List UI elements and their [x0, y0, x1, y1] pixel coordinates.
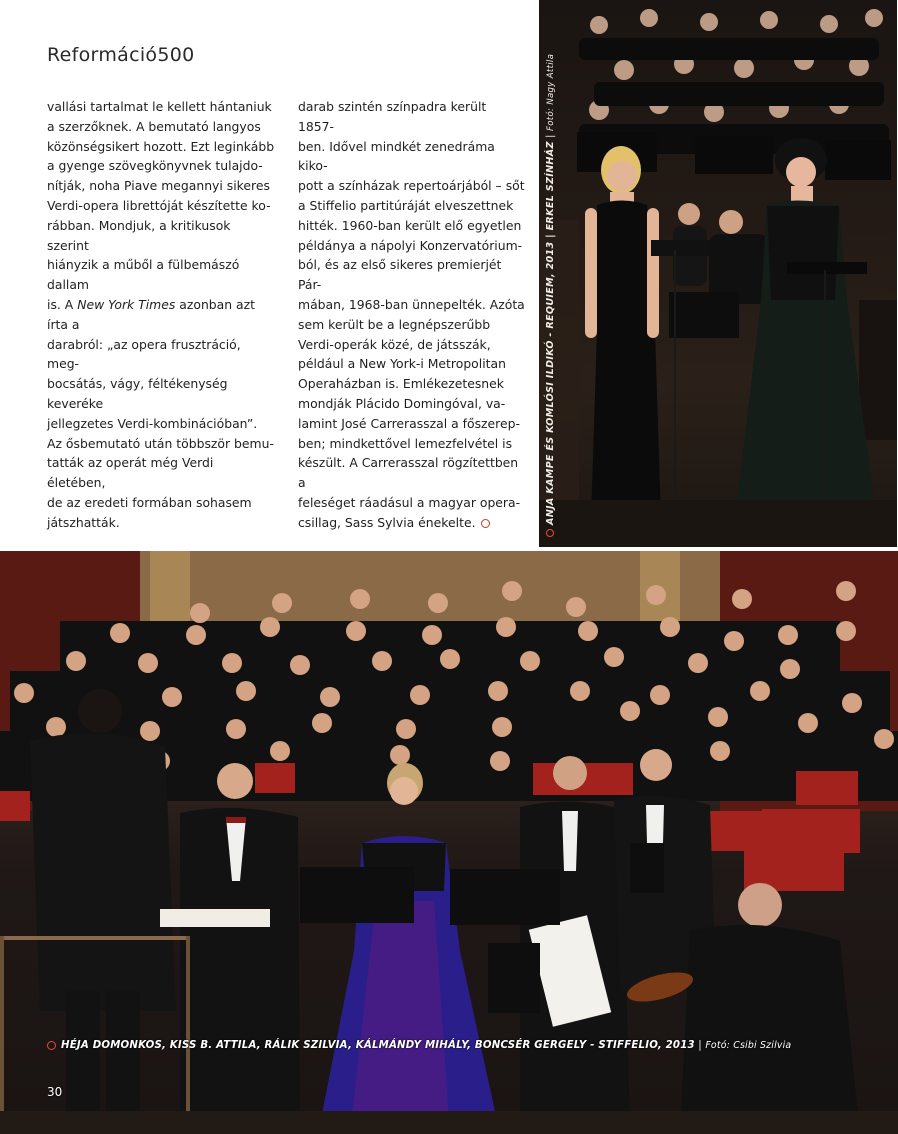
caption-bullet-icon — [546, 529, 554, 537]
article-line: készült. A Carrerasszal rögzítettben a — [298, 455, 519, 491]
article-line: darab szintén színpadra került 1857- — [298, 99, 487, 134]
article-line: csillag, Sass Sylvia énekelte. — [298, 513, 526, 533]
article-line: ból, és az első sikeres premierjét Pár- — [298, 257, 502, 293]
article-line: bocsátás, vágy, féltékenység keveréke — [47, 376, 228, 411]
article-line: példánya a nápolyi Konzervatórium- — [298, 237, 523, 253]
photo-bottom-caption-separator: | — [698, 1040, 702, 1051]
page-number: 30 — [47, 1085, 63, 1099]
article-line: például a New York-i Metropolitan — [298, 356, 506, 372]
photo-top-scene — [539, 0, 897, 547]
article-line: pott a színházak repertoárjából – sőt — [298, 178, 525, 194]
article-line: vallási tartalmat le kellett hántaniuk — [47, 99, 272, 114]
section-title: Reformáció500 — [47, 44, 195, 66]
article-line: ben. Idővel mindkét zenedráma kiko- — [298, 138, 495, 174]
article-line: hiányzik a műből a fülbemászó dallam — [47, 257, 240, 293]
article-line: darabról: „az opera frusztráció, meg- — [47, 336, 241, 372]
article-line: Az ősbemutató után többször bemu- — [47, 435, 274, 451]
photo-bottom-caption — [47, 1040, 791, 1051]
photo-top-caption — [545, 54, 556, 537]
article-line: jellegzetes Verdi-kombinációban”. — [47, 415, 258, 431]
article-line: a Stiffelio partitúráját elveszettnek — [298, 197, 514, 213]
article-line: de az eredeti formában sohasem — [47, 494, 252, 510]
article-line: közönségsikert hozott. Ezt leginkább — [47, 138, 275, 154]
article-line: sem került be a legnépszerűbb — [298, 316, 491, 332]
article-line: ben; mindkettővel lemezfelvétel is — [298, 435, 513, 451]
article-line: játszhatták. — [47, 514, 120, 530]
photo-top-caption-separator: | — [545, 134, 556, 138]
article-line — [47, 533, 275, 553]
photo-bottom-caption-text: HÉJA DOMONKOS, KISS B. ATTILA, RÁLIK SZILVIA, KÁLMÁNDY MIHÁLY, BONCSÉR GERGELY - STIFFELIO, 2013 — [61, 1040, 695, 1051]
article-line: tatták az operát még Verdi életében, — [47, 455, 214, 491]
article-line: a gyenge szövegkönyvnek tulajdo- — [47, 158, 263, 174]
article-line: mában, 1968-ban ünnepelték. Azóta — [298, 296, 525, 312]
photo-top-caption-text: ANJA KAMPE ÉS KOMLÓSI ILDIKÓ - REQUIEM, 2013 | ERKEL SZÍNHÁZ — [545, 141, 556, 525]
photo-top-credit: Fotó: Nagy Attila — [546, 53, 556, 131]
photo-bottom-credit: Fotó: Csibi Szilvia — [705, 1040, 792, 1051]
article-line: nítják, noha Piave megannyi sikeres — [47, 178, 270, 194]
article-italic-text: New York Times — [77, 296, 176, 312]
article-column-2 — [298, 97, 526, 533]
article-text: azonban azt írta a — [47, 296, 256, 332]
article-text: is. A — [47, 296, 78, 312]
article-line: lamint José Carrerasszal a főszerep- — [298, 415, 520, 431]
article-line: mondják Plácido Domingóval, va- — [298, 395, 506, 411]
article-line: Verdi-operák közé, de játsszák, — [298, 336, 491, 352]
article-line: Verdi-opera librettóját készítette ko- — [47, 197, 271, 213]
caption-bullet-icon — [47, 1041, 56, 1050]
article-line: feleséget ráadásul a magyar opera- — [298, 494, 521, 510]
article-line: rábban. Mondjuk, a kritikusok szerint — [47, 217, 231, 253]
article-line: Operaházban is. Emlékezetesnek — [298, 376, 504, 392]
article-line: a szerzőknek. A bemutató langyos — [47, 118, 261, 134]
article-end-mark-icon — [481, 519, 490, 528]
article-line: hitték. 1960-ban került elő egyetlen — [298, 217, 522, 233]
article-line — [47, 295, 275, 335]
photo-top-requiem — [539, 0, 897, 547]
